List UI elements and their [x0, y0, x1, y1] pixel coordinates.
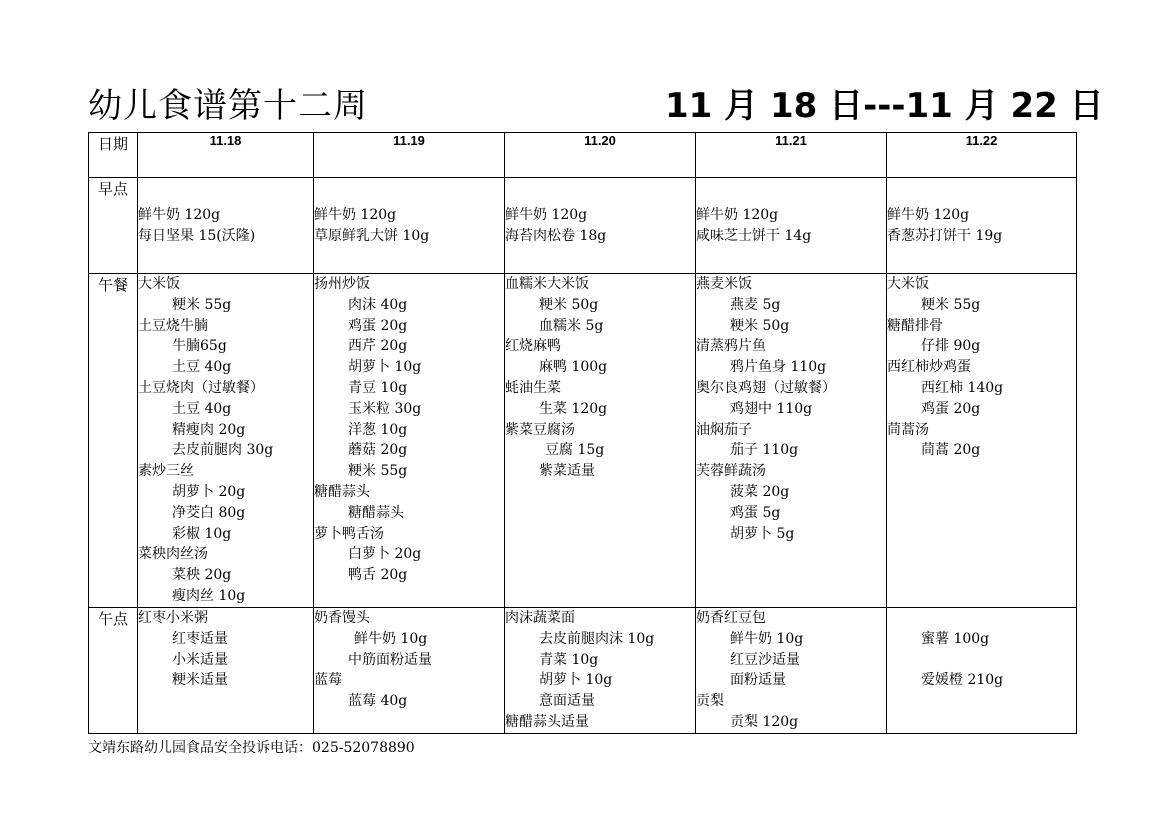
- menu-line: 土豆烧牛腩: [138, 317, 208, 334]
- menu-line: 萝卜鸭舌汤: [314, 525, 384, 542]
- menu-line: 胡萝卜 10g: [348, 359, 422, 376]
- menu-line: 鲜牛奶 120g: [696, 206, 779, 223]
- menu-line: 彩椒 10g: [172, 525, 232, 542]
- menu-line: 蓝莓: [314, 672, 342, 689]
- menu-line: 面粉适量: [730, 672, 786, 689]
- menu-line: [887, 650, 1076, 671]
- menu-line: 油焖茄子: [696, 421, 752, 438]
- header-row: [89, 133, 1077, 178]
- menu-line: 白萝卜 20g: [348, 546, 422, 563]
- menu-cell: [887, 274, 1077, 608]
- menu-line: 去皮前腿肉 30g: [172, 442, 274, 459]
- menu-line: 去皮前腿肉沫 10g: [539, 630, 655, 647]
- menu-cell: [505, 274, 696, 608]
- menu-line: 胡萝卜 5g: [730, 525, 795, 542]
- menu-line: 燕麦米饭: [696, 276, 752, 292]
- menu-line: 粳米 55g: [348, 463, 408, 480]
- menu-line: 土豆 40g: [172, 400, 232, 417]
- menu-line: 意面适量: [539, 693, 595, 710]
- menu-line: 紫菜豆腐汤: [505, 421, 575, 438]
- menu-line: 爱媛橙 210g: [921, 672, 1004, 689]
- menu-line: 血糯米大米饭: [505, 276, 589, 292]
- menu-cell: [505, 608, 696, 734]
- menu-line: 鸡蛋 20g: [348, 317, 408, 334]
- menu-line: 菠菜 20g: [730, 483, 790, 500]
- date-range: 11 月 18 日---11 月 22 日: [665, 86, 1104, 126]
- menu-cell: [696, 274, 887, 608]
- complaint-hotline-footer: 文靖东路幼儿园食品安全投诉电话：025-52078890: [88, 740, 415, 756]
- menu-line: 蚝油生菜: [505, 379, 561, 396]
- menu-line: 鲜牛奶 120g: [138, 206, 221, 223]
- menu-line: 大米饭: [887, 276, 929, 292]
- menu-line: 玉米粒 30g: [348, 400, 422, 417]
- menu-line: 洋葱 10g: [348, 421, 408, 438]
- menu-line: 茼蒿汤: [887, 421, 929, 438]
- menu-line: 鲜牛奶 120g: [887, 206, 970, 223]
- menu-line: 海苔肉松卷 18g: [505, 227, 607, 244]
- menu-line: 土豆烧肉（过敏餐）: [138, 379, 264, 396]
- menu-line: 胡萝卜 10g: [539, 672, 613, 689]
- menu-line: 粳米适量: [172, 672, 228, 689]
- menu-line: 豆腐 15g: [545, 442, 605, 459]
- menu-line: 精瘦肉 20g: [172, 421, 246, 438]
- menu-cell: [887, 178, 1077, 274]
- breakfast-row: [89, 178, 1077, 274]
- day-header: 11.20: [505, 133, 696, 178]
- menu-line: 芙蓉鲜蔬汤: [696, 463, 766, 480]
- menu-line: 土豆 40g: [172, 359, 232, 376]
- menu-line: 清蒸鸦片鱼: [696, 338, 766, 355]
- menu-cell: [314, 178, 505, 274]
- menu-line: 鲜牛奶 120g: [314, 206, 397, 223]
- menu-line: 贡梨 120g: [730, 713, 799, 730]
- lunch-label: 午餐: [89, 274, 138, 608]
- menu-line: 麻鸭 100g: [539, 359, 608, 376]
- menu-line: 粳米 55g: [921, 296, 981, 313]
- menu-line: 贡梨: [696, 693, 724, 710]
- menu-line: 生菜 120g: [539, 400, 608, 417]
- breakfast-label: 早点: [89, 178, 138, 274]
- menu-line: 紫菜适量: [539, 463, 595, 480]
- menu-line: 仔排 90g: [921, 338, 981, 355]
- menu-cell: [696, 178, 887, 274]
- menu-line: 草原鲜乳大饼 10g: [314, 227, 430, 244]
- menu-line: 蘑菇 20g: [348, 442, 408, 459]
- menu-line: [887, 608, 1076, 629]
- menu-cell: [314, 274, 505, 608]
- lunch-row: [89, 274, 1077, 608]
- menu-line: 血糯米 5g: [539, 317, 604, 334]
- menu-line: 瘦肉丝 10g: [172, 587, 246, 604]
- menu-cell: [696, 608, 887, 734]
- menu-line: 蓝莓 40g: [348, 693, 408, 710]
- menu-line: 鸡蛋 5g: [730, 504, 781, 521]
- menu-line: 奶香馒头: [314, 610, 370, 626]
- snack-row: [89, 608, 1077, 734]
- menu-line: 红枣适量: [172, 630, 228, 647]
- menu-line: 西红柿炒鸡蛋: [887, 359, 971, 376]
- menu-line: 鸡蛋 20g: [921, 400, 981, 417]
- day-header: 11.18: [138, 133, 314, 178]
- menu-cell: [887, 608, 1077, 734]
- menu-line: 菜秧肉丝汤: [138, 546, 208, 563]
- menu-line: 糖醋排骨: [887, 317, 943, 334]
- menu-line: 牛腩65g: [172, 338, 227, 355]
- menu-line: 糖醋蒜头: [348, 504, 404, 521]
- menu-line: 青菜 10g: [539, 651, 599, 668]
- menu-line: 西红柿 140g: [921, 379, 1004, 396]
- snack-label: 午点: [89, 608, 138, 734]
- menu-line: 中筋面粉适量: [348, 651, 432, 668]
- menu-cell: [505, 178, 696, 274]
- menu-line: 青豆 10g: [348, 379, 408, 396]
- day-header: 11.21: [696, 133, 887, 178]
- menu-line: 鸦片鱼身 110g: [730, 359, 827, 376]
- menu-line: 鲜牛奶 120g: [505, 206, 588, 223]
- menu-line: 扬州炒饭: [314, 276, 370, 292]
- menu-line: 素炒三丝: [138, 463, 194, 480]
- menu-line: 胡萝卜 20g: [172, 483, 246, 500]
- menu-line: 茼蒿 20g: [921, 442, 981, 459]
- weekly-menu-table: [88, 132, 1077, 734]
- menu-line: 蜜薯 100g: [921, 630, 990, 647]
- menu-line: 大米饭: [138, 276, 180, 292]
- day-header: 11.22: [887, 133, 1077, 178]
- menu-cell: [138, 274, 314, 608]
- menu-cell: [314, 608, 505, 734]
- menu-cell: [138, 608, 314, 734]
- menu-line: 咸味芝士饼干 14g: [696, 227, 812, 244]
- day-header: 11.19: [314, 133, 505, 178]
- menu-line: 净茭白 80g: [172, 504, 246, 521]
- menu-line: 糖醋蒜头: [314, 483, 370, 500]
- menu-line: 红豆沙适量: [730, 651, 800, 668]
- menu-line: 红烧麻鸭: [505, 338, 561, 355]
- menu-line: 鸭舌 20g: [348, 567, 408, 584]
- menu-line: 糖醋蒜头适量: [505, 713, 589, 730]
- menu-line: 奥尔良鸡翅（过敏餐）: [696, 379, 836, 396]
- menu-line: 燕麦 5g: [730, 296, 781, 313]
- menu-line: 每日坚果 15(沃隆): [138, 227, 256, 244]
- menu-line: 鲜牛奶 10g: [354, 630, 428, 647]
- menu-line: 鲜牛奶 10g: [730, 630, 804, 647]
- menu-line: 西芹 20g: [348, 338, 408, 355]
- menu-line: 小米适量: [172, 651, 228, 668]
- menu-line: 鸡翅中 110g: [730, 400, 813, 417]
- menu-title: 幼儿食谱第十二周: [88, 86, 368, 126]
- menu-line: 奶香红豆包: [696, 610, 766, 626]
- date-column-header: 日期: [89, 133, 138, 178]
- menu-line: 香葱苏打饼干 19g: [887, 227, 1003, 244]
- menu-cell: [138, 178, 314, 274]
- menu-line: 红枣小米粥: [138, 610, 208, 626]
- menu-line: 粳米 50g: [539, 296, 599, 313]
- menu-line: 菜秧 20g: [172, 567, 232, 584]
- menu-line: 肉沫蔬菜面: [505, 610, 575, 626]
- menu-line: 肉沫 40g: [348, 296, 408, 313]
- menu-line: 茄子 110g: [730, 442, 799, 459]
- menu-line: 粳米 55g: [172, 296, 232, 313]
- menu-line: 粳米 50g: [730, 317, 790, 334]
